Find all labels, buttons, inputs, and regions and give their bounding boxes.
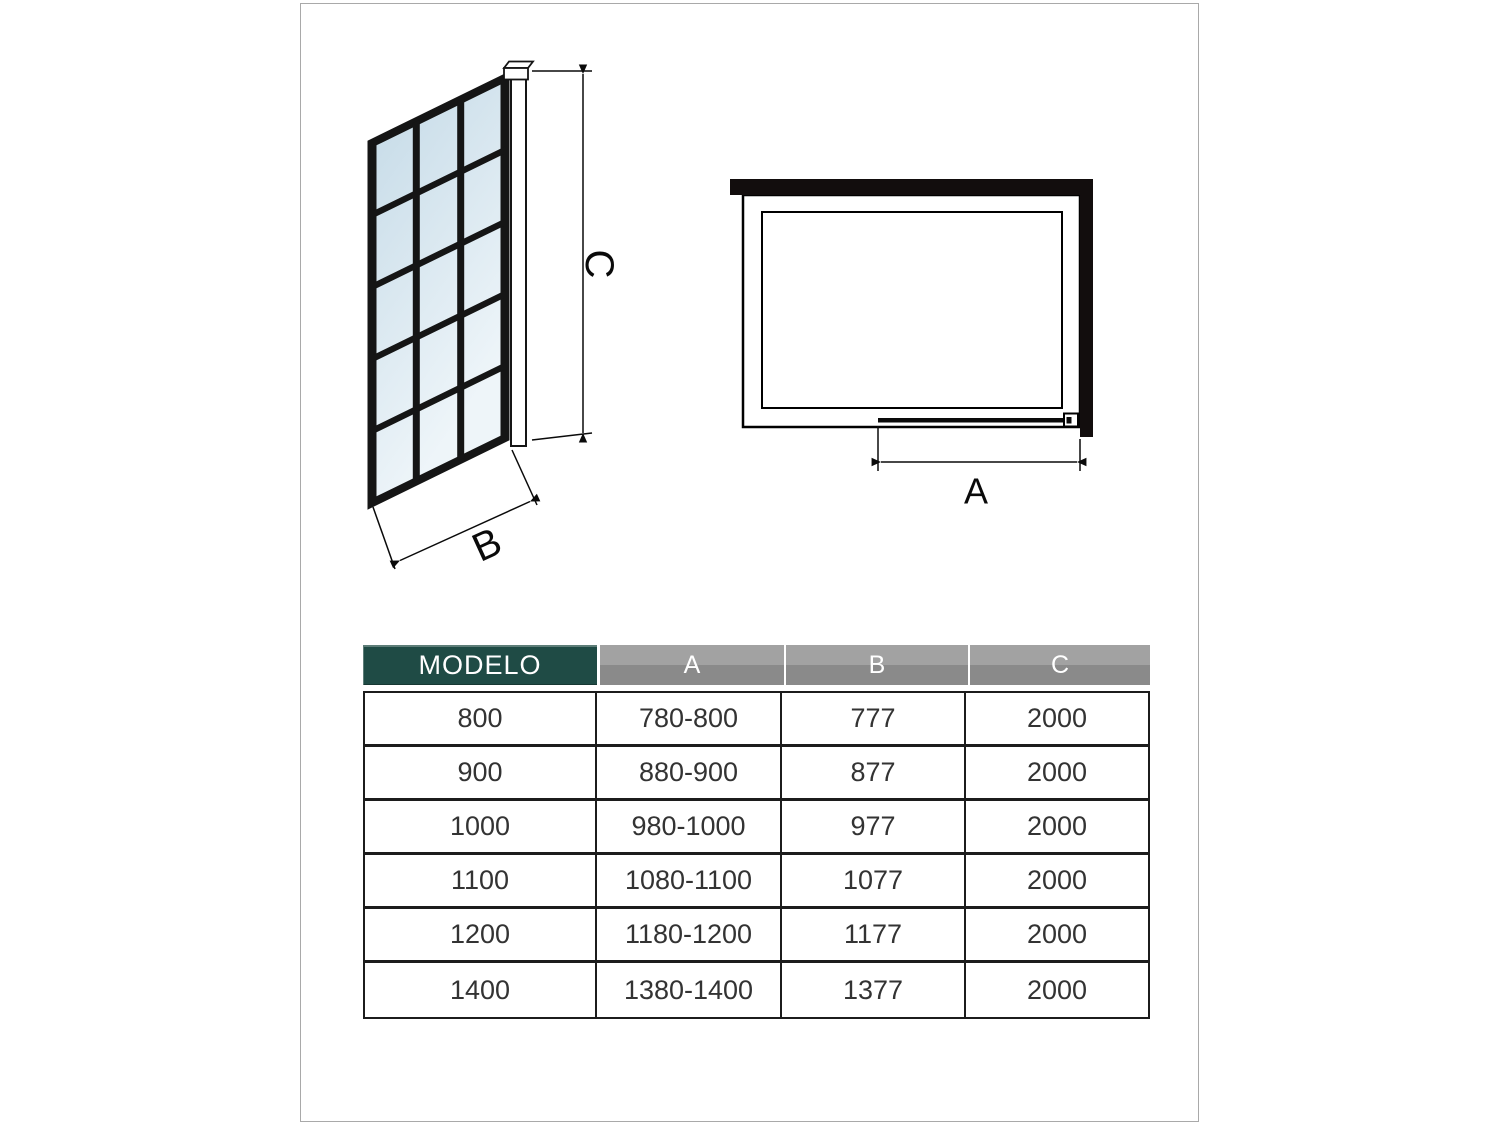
wall-profile-cap <box>504 62 533 80</box>
cell-b: 1177 <box>782 909 966 963</box>
dimension-c-label: C <box>577 249 621 279</box>
wall-top-bar <box>730 179 1093 195</box>
cell-c: 2000 <box>966 855 1148 909</box>
header-cell-c: C <box>968 645 1150 685</box>
glass-screen-plan-line <box>878 418 1066 423</box>
cell-c: 2000 <box>966 693 1148 747</box>
cell-a: 780-800 <box>597 693 782 747</box>
wall-profile-bar <box>511 77 526 446</box>
size-table-body <box>363 691 1150 1019</box>
glass-panel-frame <box>372 78 505 503</box>
cell-model: 1400 <box>365 963 597 1017</box>
cell-b: 977 <box>782 801 966 855</box>
cell-a: 1380-1400 <box>597 963 782 1017</box>
top-view-layout <box>730 179 1093 512</box>
cell-a: 1180-1200 <box>597 909 782 963</box>
cell-b: 877 <box>782 747 966 801</box>
cell-a: 880-900 <box>597 747 782 801</box>
cell-a: 980-1000 <box>597 801 782 855</box>
cell-model: 800 <box>365 693 597 747</box>
size-table <box>363 645 1150 1019</box>
shower-tray-inner-outline <box>762 212 1062 408</box>
size-table-header <box>363 645 1150 685</box>
header-cell-b: B <box>784 645 968 685</box>
wall-bracket <box>1064 414 1078 427</box>
cell-c: 2000 <box>966 909 1148 963</box>
cell-model: 1000 <box>365 801 597 855</box>
cell-b: 777 <box>782 693 966 747</box>
front-view-glass-panel <box>372 62 621 571</box>
cell-c: 2000 <box>1026 974 1088 1005</box>
cell-b: 1077 <box>782 855 966 909</box>
cell-c: 2000 <box>966 747 1148 801</box>
wall-right-bar <box>1080 187 1093 437</box>
dimension-a-lines <box>878 426 1080 471</box>
cell-model: 1100 <box>365 855 597 909</box>
header-cell-a: A <box>598 645 784 685</box>
dimension-b-label: B <box>465 519 509 571</box>
header-cell-modelo: MODELO <box>363 645 597 685</box>
cell-model: 900 <box>365 747 597 801</box>
cell-model: 1200 <box>365 909 597 963</box>
cell-b: 1377 <box>782 963 966 1017</box>
dimension-a-label: A <box>963 470 989 512</box>
cell-c: 2000 <box>966 801 1148 855</box>
cell-a: 1080-1100 <box>597 855 782 909</box>
